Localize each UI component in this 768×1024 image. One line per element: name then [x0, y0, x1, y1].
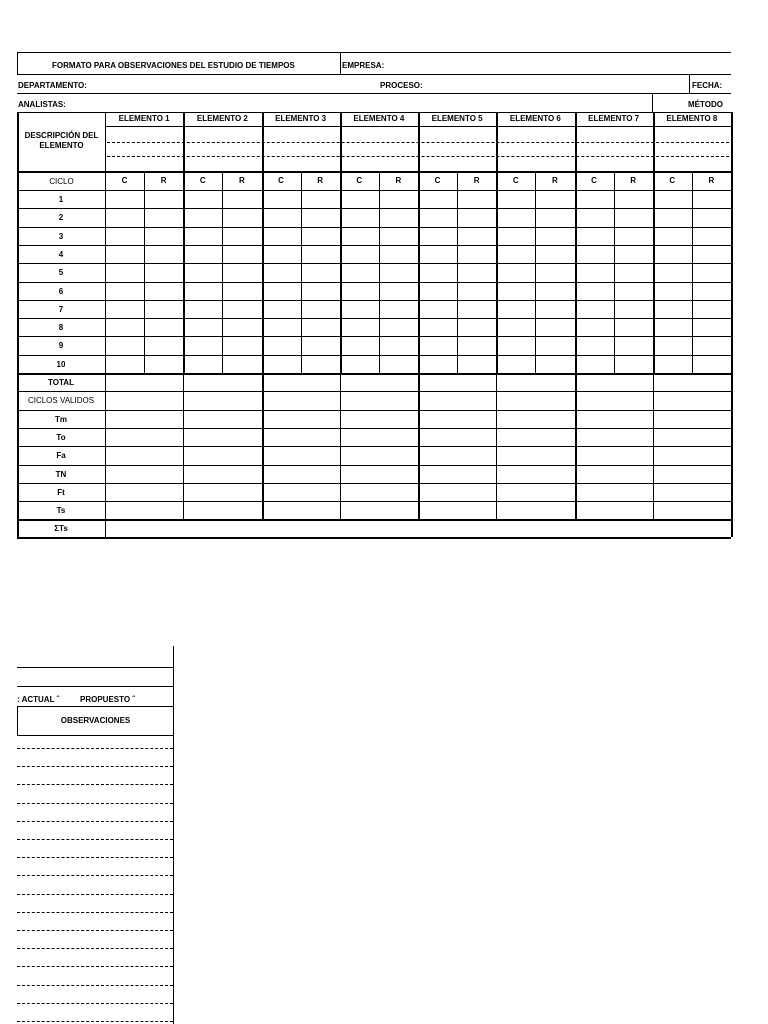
- sub-header-r: R: [317, 176, 324, 185]
- summary-row-label: Ft: [57, 487, 65, 497]
- sub-header-c: C: [199, 176, 206, 185]
- cycle-row-label: 1: [58, 195, 64, 204]
- observation-dash-line: [17, 784, 173, 785]
- sub-header-c: C: [591, 176, 597, 185]
- departamento-label: DEPARTAMENTO:: [18, 81, 87, 90]
- sub-header-r: R: [239, 176, 245, 185]
- element-header-3: ELEMENTO 3: [275, 114, 327, 123]
- propuesto-label: PROPUESTO ˆ: [80, 695, 135, 704]
- empresa-label: EMPRESA:: [342, 61, 385, 70]
- sub-header-c: C: [278, 176, 284, 185]
- element-header-8: ELEMENTO 8: [666, 114, 718, 123]
- sub-header-c: C: [356, 176, 363, 185]
- sub-header-r: R: [708, 176, 715, 185]
- sub-header-c: C: [512, 176, 519, 185]
- summary-row-label: CICLOS VALIDOS: [27, 396, 95, 406]
- cycle-row-label: 6: [58, 286, 64, 296]
- observaciones-box-bottom: [17, 735, 173, 736]
- element-header-2: ELEMENTO 2: [196, 114, 248, 123]
- observation-dash-line: [17, 821, 173, 822]
- cycle-row-label: 10: [56, 359, 66, 369]
- panel-line: [17, 686, 173, 687]
- actual-label: : ACTUAL ˆ: [17, 695, 60, 704]
- fecha-label: FECHA:: [692, 81, 723, 90]
- summary-row-label: Ts: [56, 506, 66, 516]
- observation-dash-line: [17, 966, 173, 967]
- element-header-1: ELEMENTO 1: [118, 114, 170, 123]
- sub-header-c: C: [434, 176, 441, 185]
- observation-dash-line: [17, 1003, 173, 1004]
- element-header-7: ELEMENTO 7: [588, 114, 640, 123]
- observation-dash-line: [17, 803, 173, 804]
- observation-dash-line: [17, 985, 173, 986]
- sub-header-r: R: [395, 176, 402, 185]
- panel-line: [17, 667, 173, 668]
- descripcion-label: DESCRIPCIÓN DEL ELEMENTO: [24, 131, 99, 150]
- sub-header-r: R: [552, 176, 558, 185]
- observation-dash-line: [17, 948, 173, 949]
- cycle-row-label: 9: [58, 341, 64, 351]
- cycle-row-label: 7: [58, 304, 64, 314]
- element-header-6: ELEMENTO 6: [509, 114, 561, 123]
- element-header-5: ELEMENTO 5: [431, 114, 483, 123]
- observation-dash-line: [17, 1021, 173, 1022]
- sub-header-c: C: [669, 176, 676, 185]
- summary-row-label: TOTAL: [48, 378, 74, 387]
- observation-dash-line: [17, 748, 173, 749]
- analistas-label: ANALISTAS:: [18, 100, 66, 109]
- observation-dash-line: [17, 930, 173, 931]
- sub-header-r: R: [630, 176, 637, 185]
- cycle-row-label: 4: [58, 249, 64, 259]
- summary-row-label: To: [56, 432, 66, 442]
- cycle-row-label: 3: [58, 231, 64, 241]
- observaciones-label: OBSERVACIONES: [60, 716, 131, 725]
- metodo-label: MÉTODO: [688, 100, 723, 109]
- panel-right-border: [173, 646, 174, 1024]
- ciclo-label: CICLO: [49, 177, 74, 186]
- observation-dash-line: [17, 875, 173, 876]
- proceso-label: PROCESO:: [380, 81, 423, 90]
- sum-ts-label: ΣTs: [54, 524, 68, 534]
- sub-header-r: R: [160, 176, 167, 185]
- observation-dash-line: [17, 912, 173, 913]
- summary-row-label: Tm: [55, 414, 67, 424]
- sub-header-c: C: [121, 176, 128, 185]
- observation-dash-line: [17, 839, 173, 840]
- element-header-4: ELEMENTO 4: [353, 114, 405, 123]
- cycle-row-label: 8: [58, 323, 64, 333]
- observation-dash-line: [17, 766, 173, 767]
- observation-dash-line: [17, 894, 173, 895]
- summary-row-label: TN: [55, 469, 67, 479]
- sub-header-r: R: [473, 176, 480, 185]
- form-title: FORMATO PARA OBSERVACIONES DEL ESTUDIO DE TIEMPOS: [52, 61, 295, 70]
- cycle-row-label: 2: [58, 213, 64, 223]
- summary-row-label: Fa: [56, 451, 66, 461]
- cycle-row-label: 5: [58, 268, 64, 278]
- observaciones-box-top: [17, 706, 173, 707]
- observation-dash-line: [17, 857, 173, 858]
